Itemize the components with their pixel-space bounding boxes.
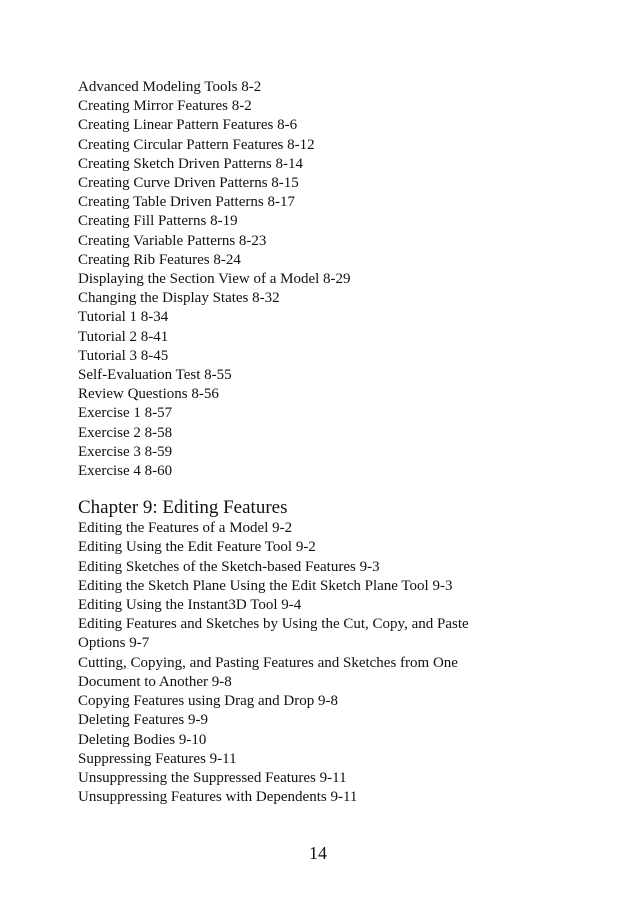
toc-entry: Creating Sketch Driven Patterns 8-14	[78, 155, 303, 172]
toc-entry: Creating Linear Pattern Features 8-6	[78, 117, 298, 134]
toc-entry: Unsuppressing the Suppressed Features 9-11	[78, 769, 347, 786]
toc-entry: Creating Fill Patterns 8-19	[78, 213, 238, 230]
page-number: 14	[309, 843, 327, 863]
toc-entry: Suppressing Features 9-11	[78, 750, 237, 767]
toc-entry: Tutorial 1 8-34	[78, 309, 169, 326]
toc-entry: Self-Evaluation Test 8-55	[78, 367, 232, 384]
chapter-heading: Chapter 9: Editing Features	[78, 497, 288, 519]
toc-entry: Editing Features and Sketches by Using the Cut, Copy, and Paste Options 9-7	[78, 616, 469, 652]
toc-entry: Copying Features using Drag and Drop 9-8	[78, 693, 338, 710]
toc-entry: Creating Table Driven Patterns 8-17	[78, 194, 295, 211]
toc-entry: Exercise 1 8-57	[78, 405, 173, 422]
toc-entry: Changing the Display States 8-32	[78, 290, 280, 307]
toc-entry: Advanced Modeling Tools 8-2	[78, 79, 262, 95]
toc-entry: Deleting Bodies 9-10	[78, 731, 207, 748]
toc-entry: Editing the Features of a Model 9-2	[78, 520, 293, 537]
toc-entry: Exercise 3 8-59	[78, 443, 173, 460]
toc-entry: Creating Curve Driven Patterns 8-15	[78, 175, 299, 192]
toc-entry: Editing Using the Instant3D Tool 9-4	[78, 597, 302, 614]
toc-entry: Displaying the Section View of a Model 8-29	[78, 271, 351, 288]
toc-entry: Creating Rib Features 8-24	[78, 251, 241, 268]
toc-entry: Creating Variable Patterns 8-23	[78, 232, 267, 249]
chapter-9-entries	[78, 519, 578, 807]
toc-entry: Review Questions 8-56	[78, 386, 219, 403]
chapter-8-entries	[78, 78, 578, 481]
toc-entry: Unsuppressing Features with Dependents 9-11	[78, 789, 358, 806]
toc-entry: Tutorial 3 8-45	[78, 347, 169, 364]
toc-entry: Editing Using the Edit Feature Tool 9-2	[78, 539, 316, 556]
toc-entry: Creating Mirror Features 8-2	[78, 98, 252, 115]
toc-entry: Exercise 4 8-60	[78, 463, 173, 480]
toc-entry: Deleting Features 9-9	[78, 712, 208, 729]
toc-entry: Exercise 2 8-58	[78, 424, 173, 441]
toc-entry: Cutting, Copying, and Pasting Features and Sketches from One Document to Another 9-8	[78, 654, 458, 690]
toc-entry: Creating Circular Pattern Features 8-12	[78, 136, 315, 153]
toc-entry: Editing the Sketch Plane Using the Edit Sketch Plane Tool 9-3	[78, 577, 453, 594]
toc-entry: Editing Sketches of the Sketch-based Features 9-3	[78, 558, 380, 575]
toc-page	[78, 78, 578, 807]
toc-entry: Tutorial 2 8-41	[78, 328, 169, 345]
